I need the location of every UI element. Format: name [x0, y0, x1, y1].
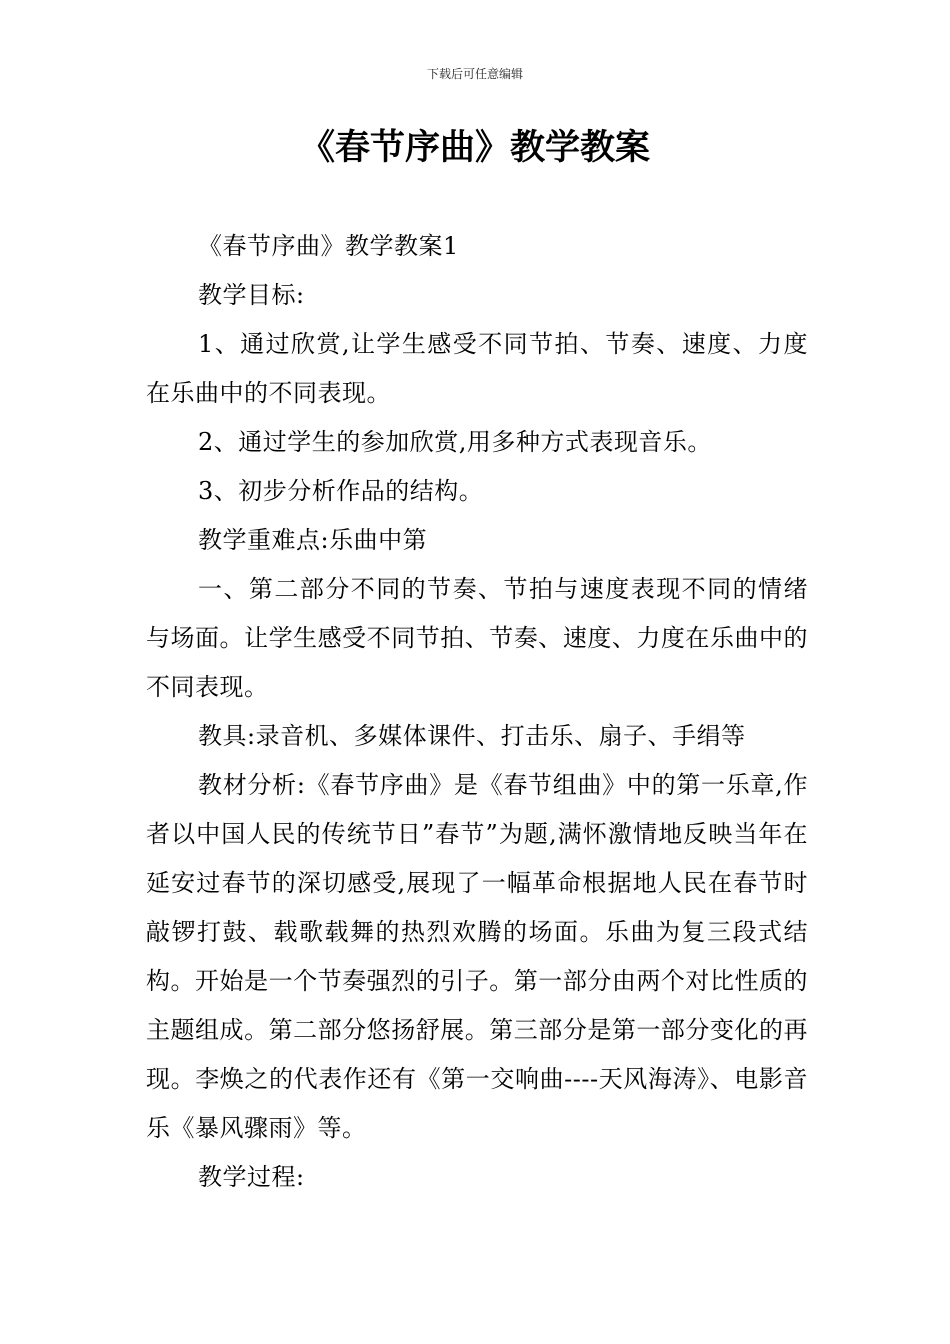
- paragraph-process-heading: 教学过程:: [198, 1163, 305, 1191]
- paragraph-key-points: 教学重难点:乐曲中第: [198, 526, 428, 554]
- document-title: 《春节序曲》教学教案: [299, 128, 650, 168]
- paragraph-teaching-aids: 教具:录音机、多媒体课件、打击乐、扇子、手绢等: [198, 722, 746, 750]
- paragraph-material-analysis: 教材分析:《春节序曲》是《春节组曲》中的第一乐章,作者以中国人民的传统节日”春节”为题,满怀激情地反映当年在延安过春节的深切感受,展现了一幅革命根据地人民在春节时敲锣打鼓、载歌载舞的热烈欢腾的场面。乐曲为复三段式结构。开始是一个节奏强烈的引子。第一部分由两个对比性质的主题组成。第二部分悠扬舒展。第三部分是第一部分变化的再现。李焕之的代表作还有《第一交响曲----天风海涛》、电影音乐《暴风骤雨》等。: [146, 771, 808, 1142]
- paragraph-objective-1: 1、通过欣赏,让学生感受不同节拍、节奏、速度、力度在乐曲中的不同表现。: [146, 330, 808, 407]
- paragraph-objectives-heading: 教学目标:: [198, 281, 305, 309]
- paragraph-subtitle: 《春节序曲》教学教案1: [198, 232, 459, 260]
- paragraph-objective-3: 3、初步分析作品的结构。: [198, 477, 484, 505]
- document-body: [146, 222, 808, 1202]
- paragraph-key-points-detail: 一、第二部分不同的节奏、节拍与速度表现不同的情绪与场面。让学生感受不同节拍、节奏、速度、力度在乐曲中的不同表现。: [146, 575, 808, 701]
- header-note: 下载后可任意编辑: [426, 67, 523, 81]
- paragraph-objective-2: 2、通过学生的参加欣赏,用多种方式表现音乐。: [198, 428, 712, 456]
